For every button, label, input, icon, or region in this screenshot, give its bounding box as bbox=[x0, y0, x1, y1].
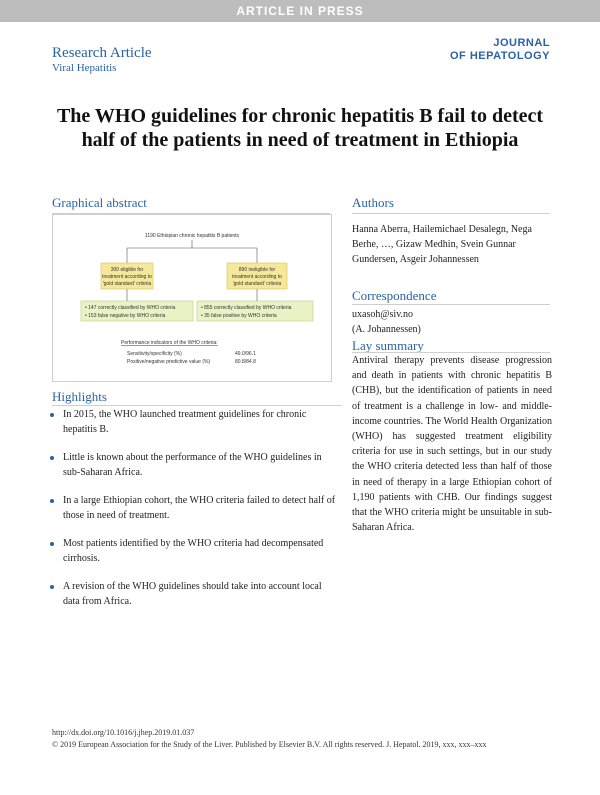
ineligible-false-positive: • 35 false positive by WHO criteria bbox=[201, 313, 277, 319]
ineligible-line1: 890 ineligible for bbox=[238, 267, 276, 273]
copyright-line: © 2019 European Association for the Study of the Liver. Published by Elsevier B.V. All rights reserved. J. Hepatol. 2019, xxx, xxx–xxx bbox=[52, 740, 487, 749]
correspondence-name: (A. Johannessen) bbox=[352, 324, 421, 335]
perf-label-1: Sensitivity/specificity (%) bbox=[127, 351, 182, 357]
highlight-item: A revision of the WHO guidelines should take into account local data from Africa. bbox=[50, 579, 340, 609]
doi-link[interactable]: http://dx.doi.org/10.1016/j.jhep.2019.01.037 bbox=[52, 728, 195, 737]
perf-value-2: 80.8/84.8 bbox=[235, 359, 256, 365]
divider bbox=[52, 405, 342, 406]
correspondence-block bbox=[352, 307, 421, 337]
highlights-list bbox=[50, 407, 340, 622]
performance-title: Performance indicators of the WHO criteria: bbox=[121, 340, 218, 346]
article-in-press-banner: ARTICLE IN PRESS bbox=[0, 0, 600, 22]
graphical-abstract-heading: Graphical abstract bbox=[52, 195, 147, 210]
divider bbox=[352, 213, 550, 214]
highlights-heading: Highlights bbox=[52, 389, 107, 404]
article-topic: Viral Hepatitis bbox=[52, 62, 117, 74]
authors-list: Hanna Aberra, Hailemichael Desalegn, Nega Berhe, …, Gizaw Medhin, Svein Gunnar Gundersen, Asgeir Johannessen bbox=[352, 224, 532, 265]
article-title: The WHO guidelines for chronic hepatitis B fail to detect half of the patients in need of treatment in Ethiopia bbox=[56, 105, 544, 151]
highlight-item: In 2015, the WHO launched treatment guidelines for chronic hepatitis B. bbox=[50, 407, 340, 437]
bullet-icon bbox=[50, 542, 54, 546]
eligible-false-negative: • 153 false negative by WHO criteria bbox=[85, 313, 166, 319]
eligible-line3: 'gold standard' criteria bbox=[102, 281, 152, 287]
ineligible-line3: 'gold standard' criteria bbox=[232, 281, 282, 287]
highlight-item: Little is known about the performance of the WHO guidelines in sub-Saharan Africa. bbox=[50, 450, 340, 480]
root-node: 1190 Ethiopian chronic hepatitis B patients bbox=[144, 233, 240, 239]
divider bbox=[352, 304, 550, 305]
lay-summary-text: Antiviral therapy prevents disease progression and death in patients with chronic hepatitis B (CHB), but the identification of patients in need of treatment is a challenge in low- and middle-income countries. The World Health Organization (WHO) has suggested treatment eligibility criteria for use in such settings, but in our study the WHO criteria detected less than half of those in need of therapy in a large Ethiopian cohort of 1,190 patients with CHB. Our findings suggest that the WHO criteria might be unsuitable in sub-Saharan Africa. bbox=[352, 355, 552, 534]
journal-logo-line2: OF HEPATOLOGY bbox=[449, 50, 550, 62]
flowchart bbox=[53, 215, 331, 381]
correspondence-heading: Correspondence bbox=[352, 288, 437, 303]
eligible-line1: 300 eligible for bbox=[110, 267, 144, 273]
bullet-icon bbox=[50, 585, 54, 589]
perf-label-2: Positive/negative predictive value (%) bbox=[127, 359, 211, 365]
eligible-correct: • 147 correctly classified by WHO criteria bbox=[85, 305, 176, 311]
bullet-icon bbox=[50, 499, 54, 503]
authors-heading: Authors bbox=[352, 195, 394, 210]
correspondence-email[interactable]: uxasoh@siv.no bbox=[352, 309, 414, 320]
bullet-icon bbox=[50, 456, 54, 460]
highlight-item: Most patients identified by the WHO criteria had decompensated cirrhosis. bbox=[50, 536, 340, 566]
lay-summary-heading: Lay summary bbox=[352, 338, 424, 353]
ineligible-line2: treatment according to bbox=[232, 274, 282, 280]
eligible-line2: treatment according to bbox=[102, 274, 152, 280]
bullet-icon bbox=[50, 413, 54, 417]
highlight-item: In a large Ethiopian cohort, the WHO criteria failed to detect half of those in need of treatment. bbox=[50, 493, 340, 523]
journal-logo-line1: JOURNAL bbox=[493, 37, 550, 49]
graphical-abstract-figure bbox=[52, 214, 332, 382]
perf-value-1: 49.0/96.1 bbox=[235, 351, 256, 357]
article-type: Research Article bbox=[52, 45, 152, 61]
ineligible-correct: • 855 correctly classified by WHO criteria bbox=[201, 305, 292, 311]
journal-logo bbox=[450, 37, 550, 63]
